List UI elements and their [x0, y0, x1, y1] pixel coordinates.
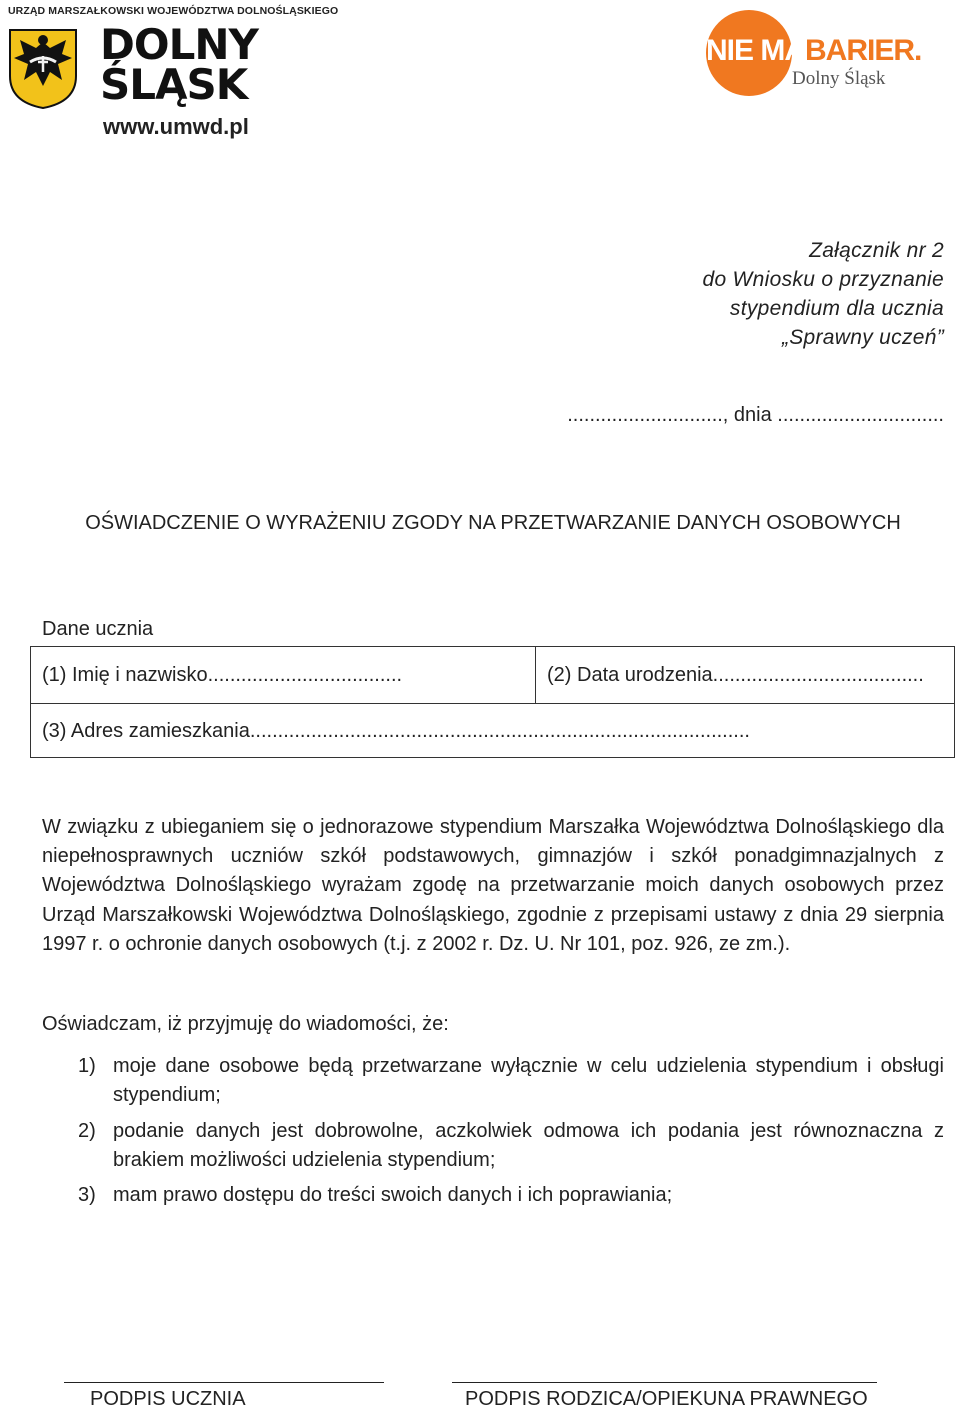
campaign-logo-part2: BARIER.: [805, 34, 922, 67]
table-row-divider: [31, 703, 954, 704]
annex-line-1: Załącznik nr 2: [809, 239, 944, 262]
list-item: [78, 1117, 944, 1175]
name-field[interactable]: (1) Imię i nazwisko...................................: [42, 664, 403, 686]
student-data-label: Dane ucznia: [42, 618, 154, 640]
consent-paragraph: W związku z ubieganiem się o jednorazowe stypendium Marszałka Województwa Dolnośląskiego dla niepełnosprawnych uczniów szkół podstawowych, gimnazjów i szkół ponadgimnazjalnych z Województwa Dolnośląskiego wyrażam zgodę na przetwarzanie moich danych osobowych przez Urząd Marszałkowski Województwa Dolnośląskiego, zgodnie z przepisami ustawy z dnia 29 sierpnia 1997 r. o ochronie danych osobowych (t.j. z 2002 r. Dz. U. Nr 101, poz. 926, ze zm.).: [42, 816, 944, 955]
annex-line-3: stypendium dla ucznia: [729, 297, 944, 320]
list-item-text: mam prawo dostępu do treści swoich danych i ich poprawiania;: [113, 1184, 673, 1206]
student-signature-label: PODPIS UCZNIA: [90, 1388, 246, 1410]
birth-date-field[interactable]: (2) Data urodzenia......................................: [547, 664, 924, 686]
parent-signature-line[interactable]: [452, 1382, 877, 1383]
list-item-text: podanie danych jest dobrowolne, aczkolwiek odmowa ich podania jest równoznaczna z brakiem możliwości udzielenia stypendium;: [113, 1120, 944, 1171]
list-item-number: 2): [78, 1120, 96, 1142]
list-item: [78, 1052, 944, 1110]
address-field[interactable]: (3) Adres zamieszkania..........................................................................................: [42, 720, 750, 742]
table-column-divider: [535, 647, 536, 703]
campaign-logo: [706, 34, 921, 68]
student-data-table: [30, 646, 955, 758]
list-item-number: 3): [78, 1184, 96, 1206]
campaign-logo-part1: NIE MA: [706, 34, 805, 67]
list-item-text: moje dane osobowe będą przetwarzane wyłącznie w celu udzielenia stypendium i obsługi stypendium;: [113, 1055, 944, 1106]
student-signature-line[interactable]: [64, 1382, 384, 1383]
document-title: OŚWIADCZENIE O WYRAŻENIU ZGODY NA PRZETWARZANIE DANYCH OSOBOWYCH: [85, 512, 901, 534]
parent-signature-label: PODPIS RODZICA/OPIEKUNA PRAWNEGO: [465, 1388, 868, 1410]
list-item: [78, 1181, 944, 1210]
declaration-intro: Oświadczam, iż przyjmuję do wiadomości, że:: [42, 1013, 449, 1035]
campaign-logo-region: Dolny Śląsk: [792, 68, 886, 89]
organization-name: URZĄD MARSZAŁKOWSKI WOJEWÓDZTWA DOLNOŚLĄSKIEGO: [8, 5, 339, 17]
website-link[interactable]: www.umwd.pl: [103, 114, 249, 139]
brand-name-line2: ŚLĄSK: [100, 60, 248, 109]
annex-line-4: „Sprawny uczeń”: [781, 326, 944, 349]
annex-line-2: do Wniosku o przyznanie: [702, 268, 944, 291]
date-field[interactable]: ............................, dnia ..............................: [567, 404, 944, 426]
coat-of-arms-icon: [8, 28, 78, 110]
list-item-number: 1): [78, 1055, 96, 1077]
brand-name-line1: DOLNY: [100, 20, 258, 69]
